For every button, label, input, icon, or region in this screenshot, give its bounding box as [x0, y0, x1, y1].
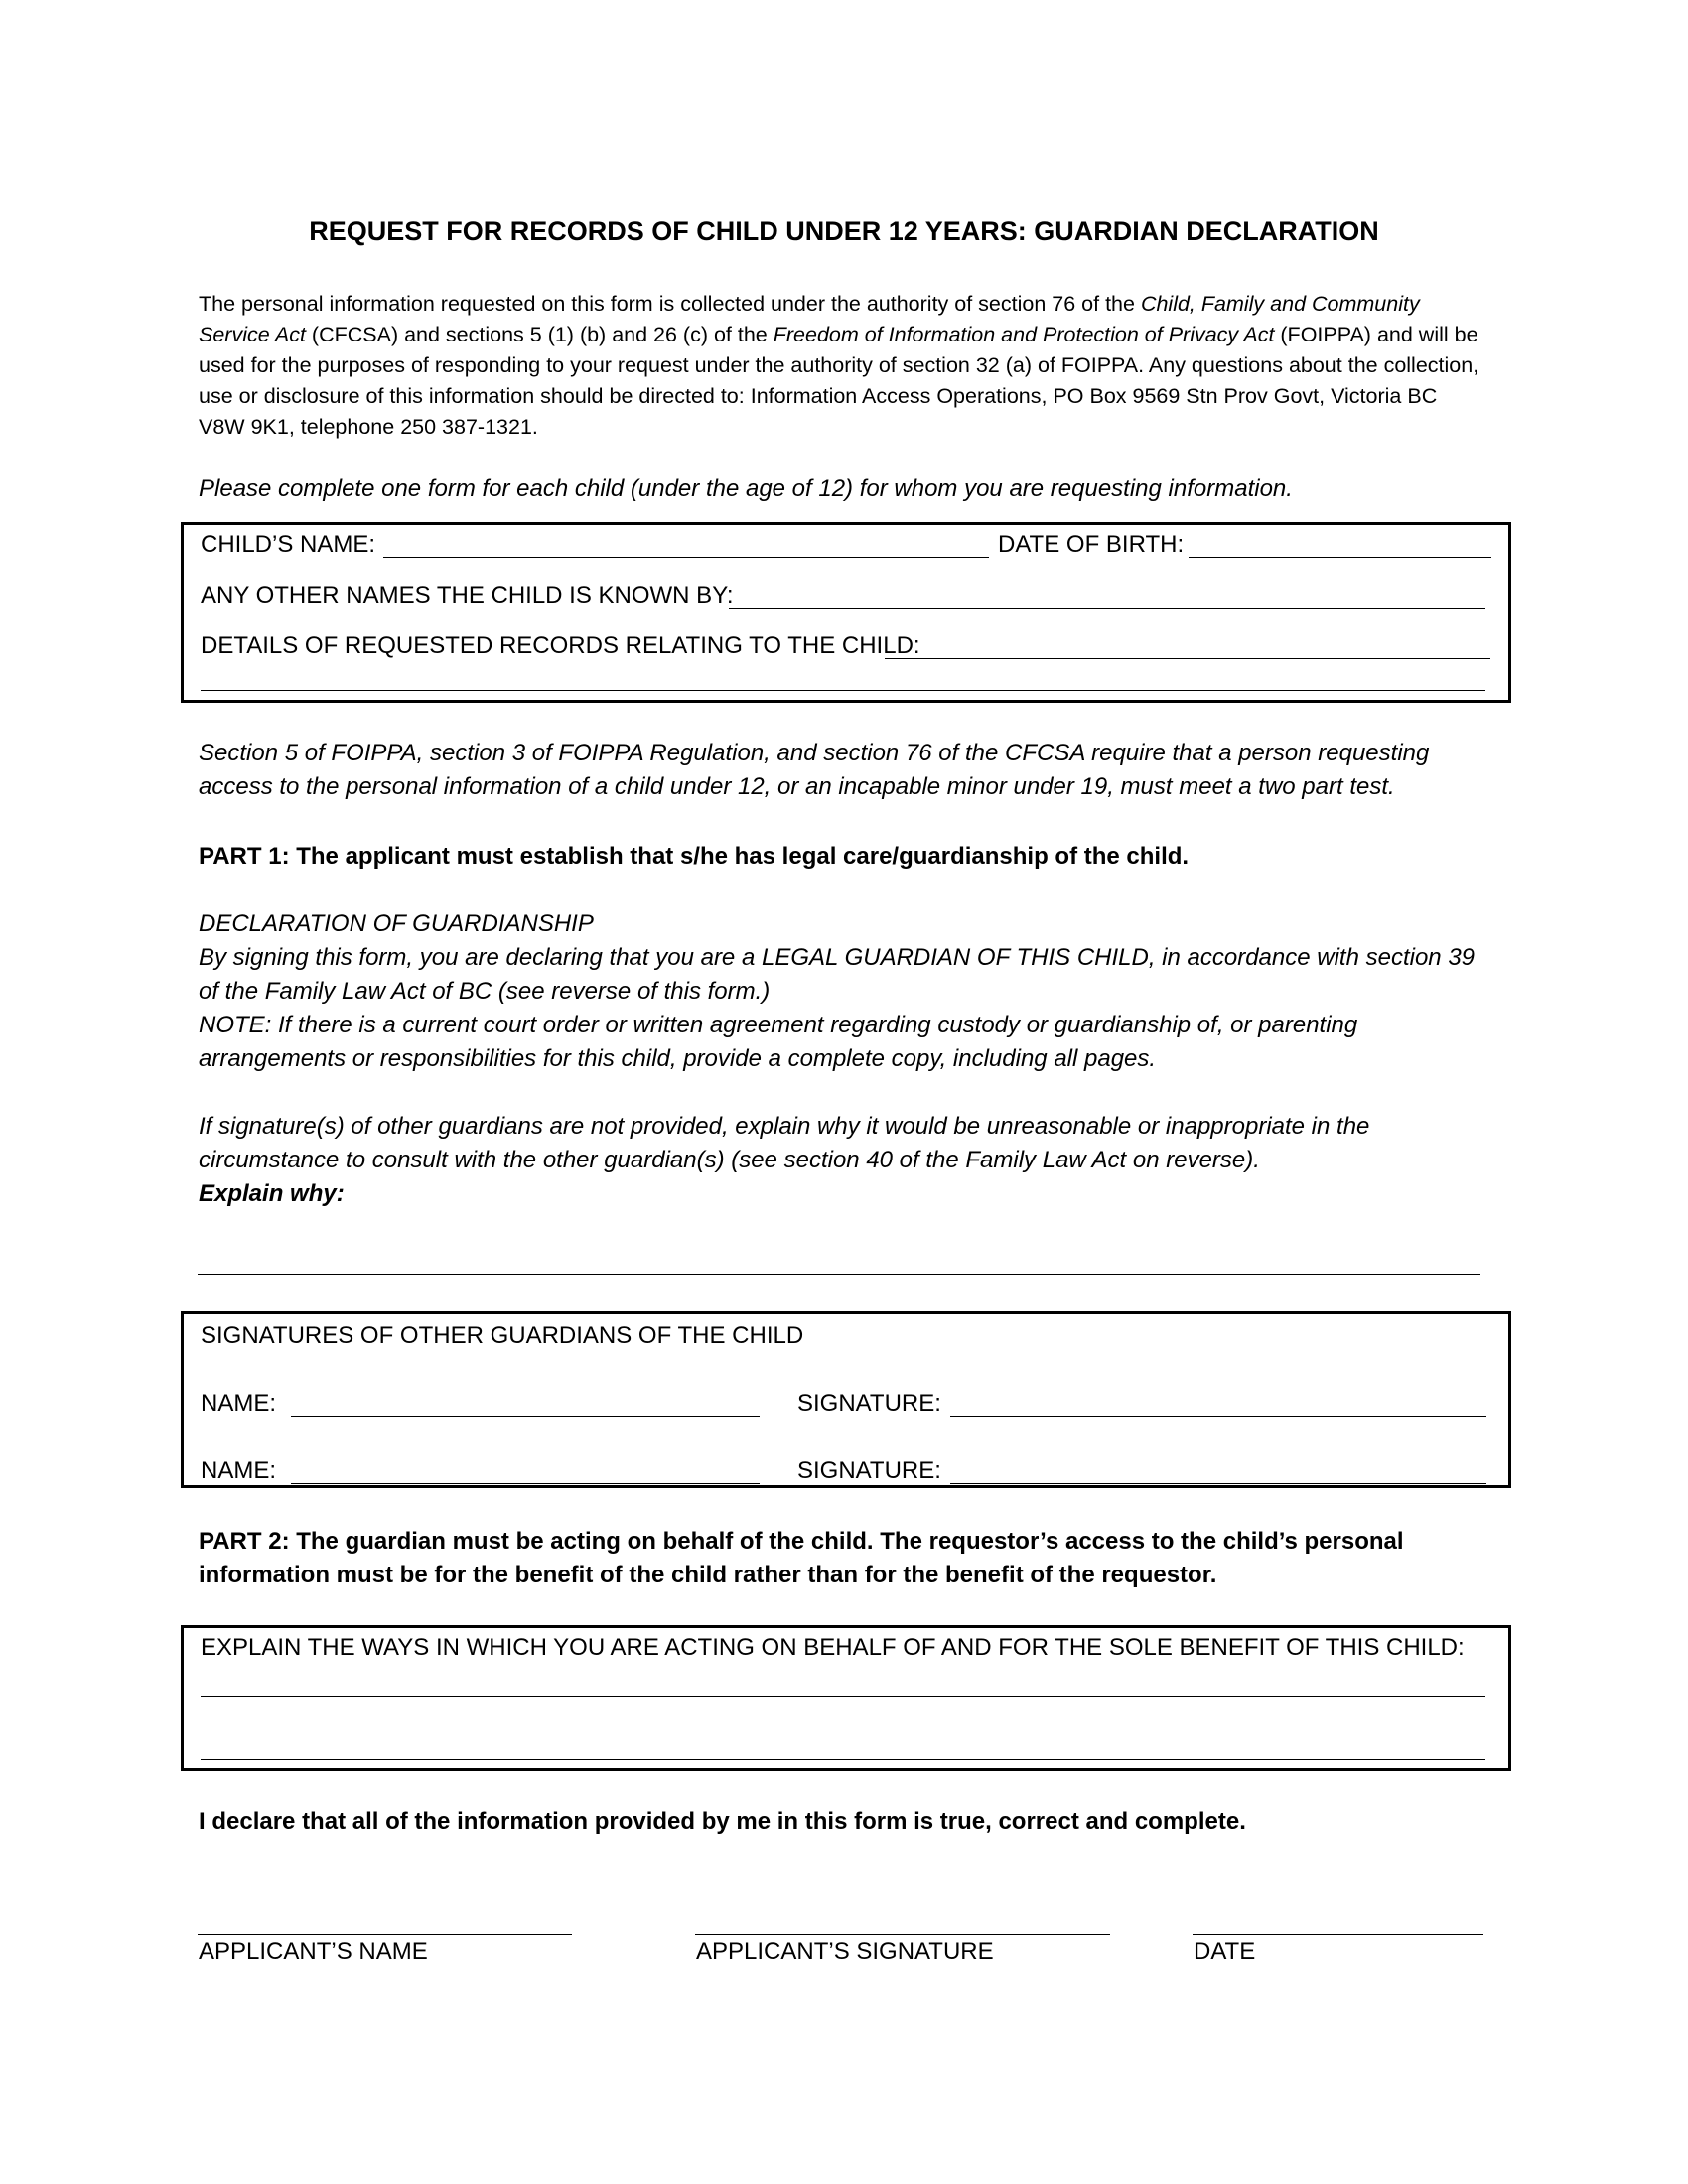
dob-field[interactable]: [1189, 557, 1491, 558]
child-name-label: CHILD’S NAME:: [201, 531, 376, 558]
date-label: DATE: [1194, 1938, 1256, 1965]
child-name-field[interactable]: [383, 557, 989, 558]
privacy-notice: [199, 289, 1479, 443]
applicant-signature-label: APPLICANT’S SIGNATURE: [696, 1938, 994, 1965]
notice-text-1: The personal information requested on this form is collected under the authority of section 76 of the: [199, 292, 1141, 316]
form-title: REQUEST FOR RECORDS OF CHILD UNDER 12 YEARS: GUARDIAN DECLARATION: [309, 216, 1379, 246]
guardian-name-field-1[interactable]: [291, 1416, 760, 1417]
child-info-box: [181, 522, 1511, 703]
sole-benefit-label: EXPLAIN THE WAYS IN WHICH YOU ARE ACTING ON BEHALF OF AND FOR THE SOLE BENEFIT OF THIS CHILD:: [201, 1634, 1465, 1661]
guardian-name-field-2[interactable]: [291, 1483, 760, 1484]
details-label: DETAILS OF REQUESTED RECORDS RELATING TO THE CHILD:: [201, 632, 920, 659]
guardian-signature-field-2[interactable]: [950, 1483, 1486, 1484]
guardian-name-label-2: NAME:: [201, 1457, 277, 1484]
applicant-name-label: APPLICANT’S NAME: [199, 1938, 428, 1965]
court-order-note: NOTE: If there is a current court order or written agreement regarding custody or guardianship of, or parenting arrangements or responsibilities for this child, provide a complete copy, including all pages.: [199, 1012, 1358, 1072]
explain-why-label: Explain why:: [199, 1180, 345, 1207]
other-names-field[interactable]: [729, 608, 1485, 609]
two-part-test-note: Section 5 of FOIPPA, section 3 of FOIPPA Regulation, and section 76 of the CFCSA require that a person requesting access to the personal information of a child under 12, or an incapable minor under 19, must meet a two part test.: [199, 740, 1430, 800]
declaration-heading: DECLARATION OF GUARDIANSHIP: [199, 910, 594, 937]
other-names-label: ANY OTHER NAMES THE CHILD IS KNOWN BY:: [201, 582, 734, 609]
sole-benefit-box: [181, 1625, 1511, 1771]
declaration-text: By signing this form, you are declaring that you are a LEGAL GUARDIAN OF THIS CHILD, in accordance with section 39 of the Family Law Act of BC (see reverse of this form.): [199, 944, 1476, 1005]
instruction-text: Please complete one form for each child (under the age of 12) for whom you are requesting information.: [199, 476, 1293, 502]
signatures-heading: SIGNATURES OF OTHER GUARDIANS OF THE CHILD: [201, 1322, 804, 1349]
notice-text-2: (CFCSA) and sections 5 (1) (b) and 26 (c) of the: [305, 323, 774, 346]
declaration-statement: I declare that all of the information provided by me in this form is true, correct and complete.: [199, 1808, 1246, 1835]
part2-heading: PART 2: The guardian must be acting on behalf of the child. The requestor’s access to the child’s personal information must be for the benefit of the child rather than for the benefit of the requestor.: [199, 1528, 1404, 1588]
other-guardians-text: If signature(s) of other guardians are not provided, explain why it would be unreasonable or inappropriate in the circumstance to consult with the other guardian(s) (see section 40 of the Family Law Act on reverse).: [199, 1113, 1370, 1173]
foippa-act-name: Freedom of Information and Protection of Privacy Act: [773, 323, 1275, 346]
sole-benefit-field-line-1[interactable]: [201, 1696, 1485, 1697]
guardian-signature-label-1: SIGNATURE:: [797, 1390, 941, 1417]
part1-heading: PART 1: The applicant must establish that s/he has legal care/guardianship of the child.: [199, 843, 1190, 870]
other-guardians-signatures-box: [181, 1311, 1511, 1488]
guardian-name-label-1: NAME:: [201, 1390, 277, 1417]
notice-text-3: (FOIPPA) and will be used for the purposes of responding to your request under the authority of section 32 (a) of FOIPPA. Any questions about the collection, use or disclosure of this information should be directed to: Information Access Operations, PO Box 9569 Stn Prov Govt, Victoria BC V8W 9K1, telephone 250 387-1321.: [199, 323, 1479, 439]
cfcsa-act-name: Child, Family and Community Service Act: [199, 292, 1420, 346]
sole-benefit-field-line-2[interactable]: [201, 1759, 1485, 1760]
explain-why-field[interactable]: [198, 1274, 1480, 1275]
dob-label: DATE OF BIRTH:: [998, 531, 1185, 558]
details-field-line-2[interactable]: [201, 690, 1485, 691]
applicant-name-field[interactable]: [198, 1934, 572, 1935]
date-field[interactable]: [1193, 1934, 1483, 1935]
applicant-signature-field[interactable]: [695, 1934, 1110, 1935]
guardian-signature-label-2: SIGNATURE:: [797, 1457, 941, 1484]
guardian-signature-field-1[interactable]: [950, 1416, 1486, 1417]
details-field-line-1[interactable]: [885, 658, 1490, 659]
